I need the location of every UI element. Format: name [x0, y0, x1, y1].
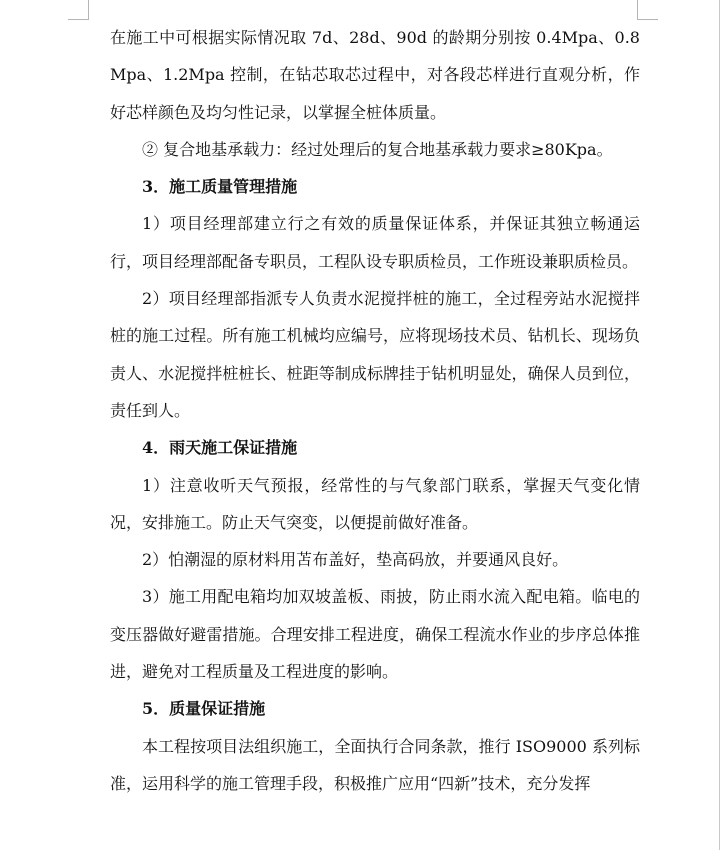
paragraph-weather-forecast: 1）注意收听天气预报，经常性的与气象部门联系，掌握天气变化情况，安排施工。防止天气突变，以便提前做好准备。 [110, 475, 640, 532]
paragraph-project-method: 本工程按项目法组织施工，全面执行合同条款，推行 ISO9000 系列标准，运用科学的施工管理手段，积极推广应用“四新”技术，充分发挥 [110, 736, 640, 793]
crop-mark-top-left [88, 0, 89, 20]
paragraph-material-protection: 2）怕潮湿的原材料用苫布盖好，垫高码放，并要通风良好。 [142, 550, 569, 570]
document-body [110, 19, 640, 802]
section-heading-quality-management: 3．施工质量管理措施 [142, 177, 298, 197]
crop-mark-top-right [637, 0, 638, 20]
paragraph-electrical-protection: 3）施工用配电箱均加双坡盖板、雨披，防止雨水流入配电箱。临电的变压器做好避雷措施。合理安排工程进度，确保工程流水作业的步序总体推进，避免对工程质量及工程进度的影响。 [110, 587, 640, 682]
paragraph-test-age-control: 在施工中可根据实际情况取 7d、28d、90d 的龄期分别按 0.4Mpa、0.8Mpa、1.2Mpa 控制，在钻芯取芯过程中，对各段芯样进行直观分析，作好芯样颜色及均匀性记录，以掌握全桩体质量。 [110, 28, 640, 122]
section-heading-quality-assurance: 5．质量保证措施 [142, 699, 266, 719]
crop-mark-top-left [68, 19, 89, 20]
paragraph-bearing-capacity: ② 复合地基承载力：经过处理后的复合地基承载力要求≥80Kpa。 [142, 139, 613, 159]
paragraph-quality-system: 1）项目经理部建立行之有效的质量保证体系，并保证其独立畅通运行，项目经理部配备专职员，工程队设专职质检员，工作班设兼职质检员。 [110, 214, 640, 271]
section-heading-rainy-season: 4．雨天施工保证措施 [142, 438, 298, 458]
paragraph-supervision: 2）项目经理部指派专人负责水泥搅拌桩的施工，全过程旁站水泥搅拌桩的施工过程。所有施工机械均应编号，应将现场技术员、钻机长、现场负责人、水泥搅拌桩桩长、桩距等制成标牌挂于钻机明显处，确保人员到位，责任到人。 [110, 289, 640, 420]
crop-mark-top-right [637, 19, 658, 20]
